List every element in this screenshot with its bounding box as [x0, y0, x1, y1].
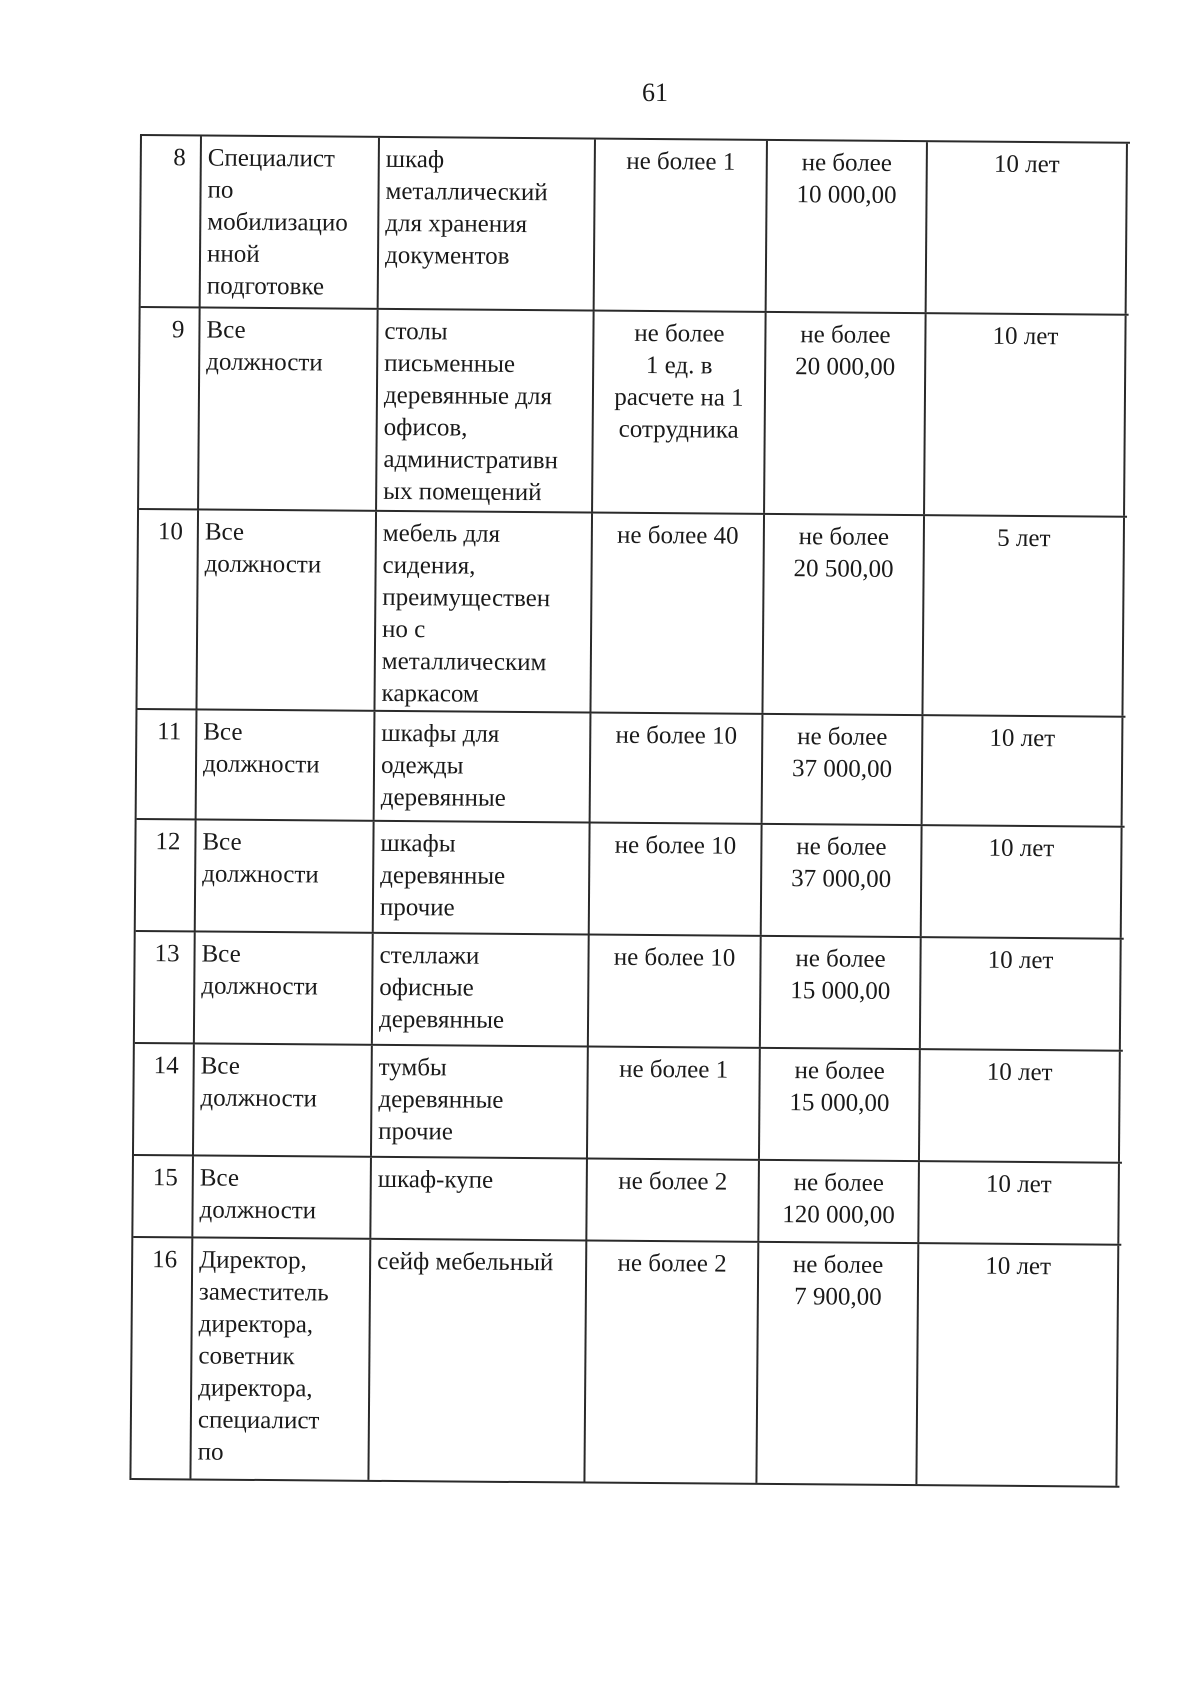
item-cell: сейф мебельный — [369, 1240, 587, 1482]
quantity-cell: не более 10 — [591, 714, 764, 823]
row-number: 15 — [133, 1156, 194, 1236]
price-cell: не более 120 000,00 — [759, 1161, 920, 1242]
term-cell: 10 лет — [923, 716, 1124, 826]
position-cell: Все должности — [197, 710, 376, 819]
row-number: 13 — [135, 932, 196, 1042]
term-cell: 10 лет — [925, 314, 1127, 516]
term-cell: 10 лет — [922, 826, 1123, 938]
item-cell: столы письменные деревянные для офисов, административн ых помещений — [377, 310, 595, 512]
table-row — [137, 710, 1126, 828]
price-cell: не более 37 000,00 — [762, 825, 923, 936]
price-cell: не более 15 000,00 — [760, 1049, 921, 1160]
quantity-cell: не более 2 — [585, 1242, 759, 1483]
position-cell: Все должности — [194, 1044, 373, 1155]
row-number: 10 — [137, 510, 199, 708]
price-cell: не более 10 000,00 — [767, 141, 928, 312]
row-number: 16 — [131, 1238, 193, 1478]
table-row — [133, 1156, 1122, 1246]
row-number: 9 — [139, 308, 201, 508]
page-number: 61 — [642, 78, 668, 107]
price-cell: не более 7 900,00 — [757, 1243, 919, 1484]
position-cell: Директор, заместитель директора, советник директора, специалист по — [191, 1238, 371, 1479]
item-cell: тумбы деревянные прочие — [372, 1046, 589, 1158]
quantity-cell: не более 2 — [587, 1160, 760, 1241]
norms-table — [129, 134, 1130, 1488]
term-cell: 10 лет — [917, 1244, 1119, 1486]
position-cell: Все должности — [197, 510, 377, 709]
table-row — [136, 820, 1125, 940]
table-row — [134, 1044, 1123, 1164]
item-cell: шкафы для одежды деревянные — [375, 712, 592, 822]
quantity-cell: не более 40 — [591, 514, 765, 713]
position-cell: Все должности — [195, 932, 374, 1043]
table-row — [135, 932, 1124, 1052]
term-cell: 5 лет — [923, 516, 1125, 716]
price-cell: не более 20 000,00 — [765, 313, 927, 514]
table-row — [139, 308, 1129, 518]
quantity-cell: не более 1 ед. в расчете на 1 сотрудника — [593, 312, 767, 513]
row-number: 14 — [134, 1044, 195, 1154]
row-number: 11 — [137, 710, 198, 818]
term-cell: 10 лет — [920, 1050, 1121, 1162]
item-cell: шкафы деревянные прочие — [374, 822, 591, 934]
table-row — [131, 1238, 1121, 1488]
price-cell: не более 20 500,00 — [763, 515, 925, 714]
price-cell: не более 15 000,00 — [761, 937, 922, 1048]
position-cell: Все должности — [199, 308, 379, 509]
term-cell: 10 лет — [919, 1162, 1120, 1244]
item-cell: шкаф металлический для хранения документов — [379, 138, 596, 310]
item-cell: мебель для сидения, преимуществен но с металлическим каркасом — [375, 512, 593, 712]
position-cell: Все должности — [193, 1156, 372, 1237]
table-row — [137, 510, 1127, 718]
term-cell: 10 лет — [921, 938, 1122, 1050]
quantity-cell: не более 1 — [588, 1048, 761, 1159]
quantity-cell: не более 10 — [589, 936, 762, 1047]
quantity-cell: не более 10 — [590, 824, 763, 935]
row-number: 12 — [136, 820, 197, 930]
table-row — [141, 136, 1130, 316]
item-cell: шкаф-купе — [371, 1158, 588, 1240]
position-cell: Специалист по мобилизацио нной подготовке — [201, 136, 380, 307]
item-cell: стеллажи офисные деревянные — [373, 934, 590, 1046]
position-cell: Все должности — [196, 820, 375, 931]
term-cell: 10 лет — [927, 142, 1128, 314]
quantity-cell: не более 1 — [595, 140, 768, 311]
price-cell: не более 37 000,00 — [763, 715, 924, 824]
row-number: 8 — [141, 136, 202, 306]
